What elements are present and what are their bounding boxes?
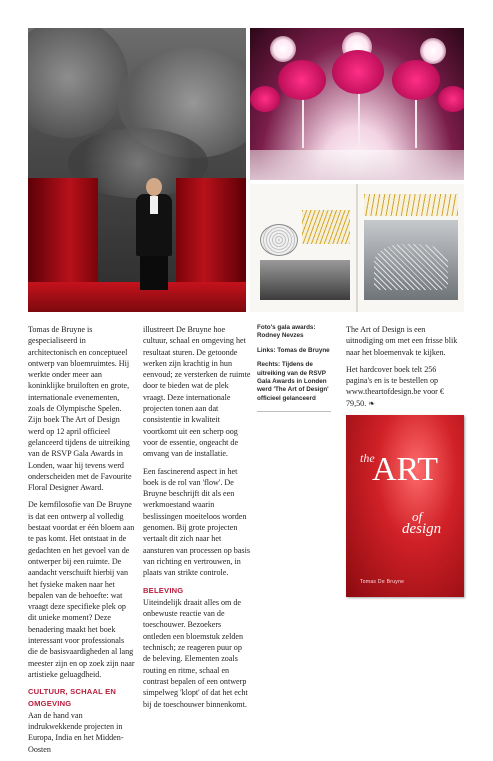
paragraph: illustreert De Bruyne hoe cultuur, schaal en omgeving het resultaat sturen. De getoonde werken zijn krachtig in hun eenvoud; ze versterken de ruimte door te bieden wat de plek vraagt. Deze internationale projecten tonen aan dat consistentie in kwaliteit voortkomt uit een scherp oog voor de essentie, ongeacht de omvang van de installatie. xyxy=(143,325,251,459)
paragraph: Tomas de Bruyne is gespecialiseerd in architectonisch en conceptueel ontwerp van bloemruimtes. Hij werkte onder meer aan koninklijke bruiloften en grote, internationale evenementen, zoals de Olympische Spelen. Zijn boek The Art of Design werd op 12 april officieel gelanceerd tijdens de uitreiking van de RSVP Gala Awards in Londen, waar hij tevens werd onderscheiden met de Favourite Floral Designer Award. xyxy=(28,325,132,493)
cover-word-art: ART xyxy=(372,451,438,488)
text-column-1 xyxy=(28,324,136,761)
cover-word-the: the xyxy=(360,451,375,465)
photo-captions xyxy=(257,324,331,412)
caption-left: Links: Tomas de Bruyne xyxy=(257,346,330,354)
section-heading-beleving: BELEVING xyxy=(143,585,184,595)
paragraph: Aan de hand van indrukwekkende projecten in Europa, India en het Midden-Oosten xyxy=(28,710,124,754)
paragraph: Het hardcover boek telt 256 pagina's en is te bestellen op www.theartofdesign.be voor € 79,50. ❧ xyxy=(346,364,444,408)
photo-tomas-de-bruyne xyxy=(28,28,246,312)
cover-author: Tomas De Bruyne xyxy=(360,579,405,585)
paragraph: Een fascinerend aspect in het boek is de rol van 'flow'. De Bruyne beschrijft dit als een werkmoestand waarin beslissingen moeiteloos worden genomen. Bij grote projecten vertaalt dit zich naar het aansturen van processen op basis van richting en vertrouwen, in plaats van strikte controle. xyxy=(143,466,250,578)
cover-word-of: of xyxy=(412,509,423,524)
photo-gala-awards-venue xyxy=(250,28,464,180)
photo-book-spread xyxy=(250,184,464,312)
text-column-2 xyxy=(143,324,251,716)
caption-photo-credit: Foto's gala awards: Rodney Nevzes xyxy=(257,324,316,340)
paragraph: De kernfilosofie van De Bruyne is dat een ontwerp al volledig bestaat voordat er één bloem aan te pas komt. Het ontstaat in de gedachten en het gevoel van de ontwerper bij een ruimte. De aandacht verschuift hierbij van het fysieke maken naar het bepalen van de behoefte: wat vraagt deze specifieke plek op dit unieke moment? Deze benadering maakt het boek interessant voor professionals die de basisvaardigheden al lang meester zijn en op zoek zijn naar artistieke geluagdheid. xyxy=(28,500,135,679)
paragraph: Uiteindelijk draait alles om de onbewuste reactie van de toeschouwer. Bezoekers ontleden een bloemstuk zelden technisch; ze reageren puur op de beleving. Elementen zoals routing en ritme, schaal en contrast bepalen of een ontwerp simpelweg 'klopt' of dat het echt bij de toeschouwer binnenkomt. xyxy=(143,597,248,709)
text-column-4 xyxy=(346,324,464,415)
caption-right: Rechts: Tijdens de uitreiking van de RSVP Gala Awards in Londen werd 'The Art of Design' officieel gelanceerd xyxy=(257,361,329,402)
paragraph: The Art of Design is een uitnodiging om met een frisse blik naar het bloemenvak te kijken. xyxy=(346,325,458,357)
caption-divider xyxy=(257,411,331,412)
cover-word-design: design xyxy=(402,521,442,537)
book-cover-the-art-of-design xyxy=(346,415,464,597)
section-heading-cultuur: CULTUUR, SCHAAL EN OMGEVING xyxy=(28,687,117,708)
